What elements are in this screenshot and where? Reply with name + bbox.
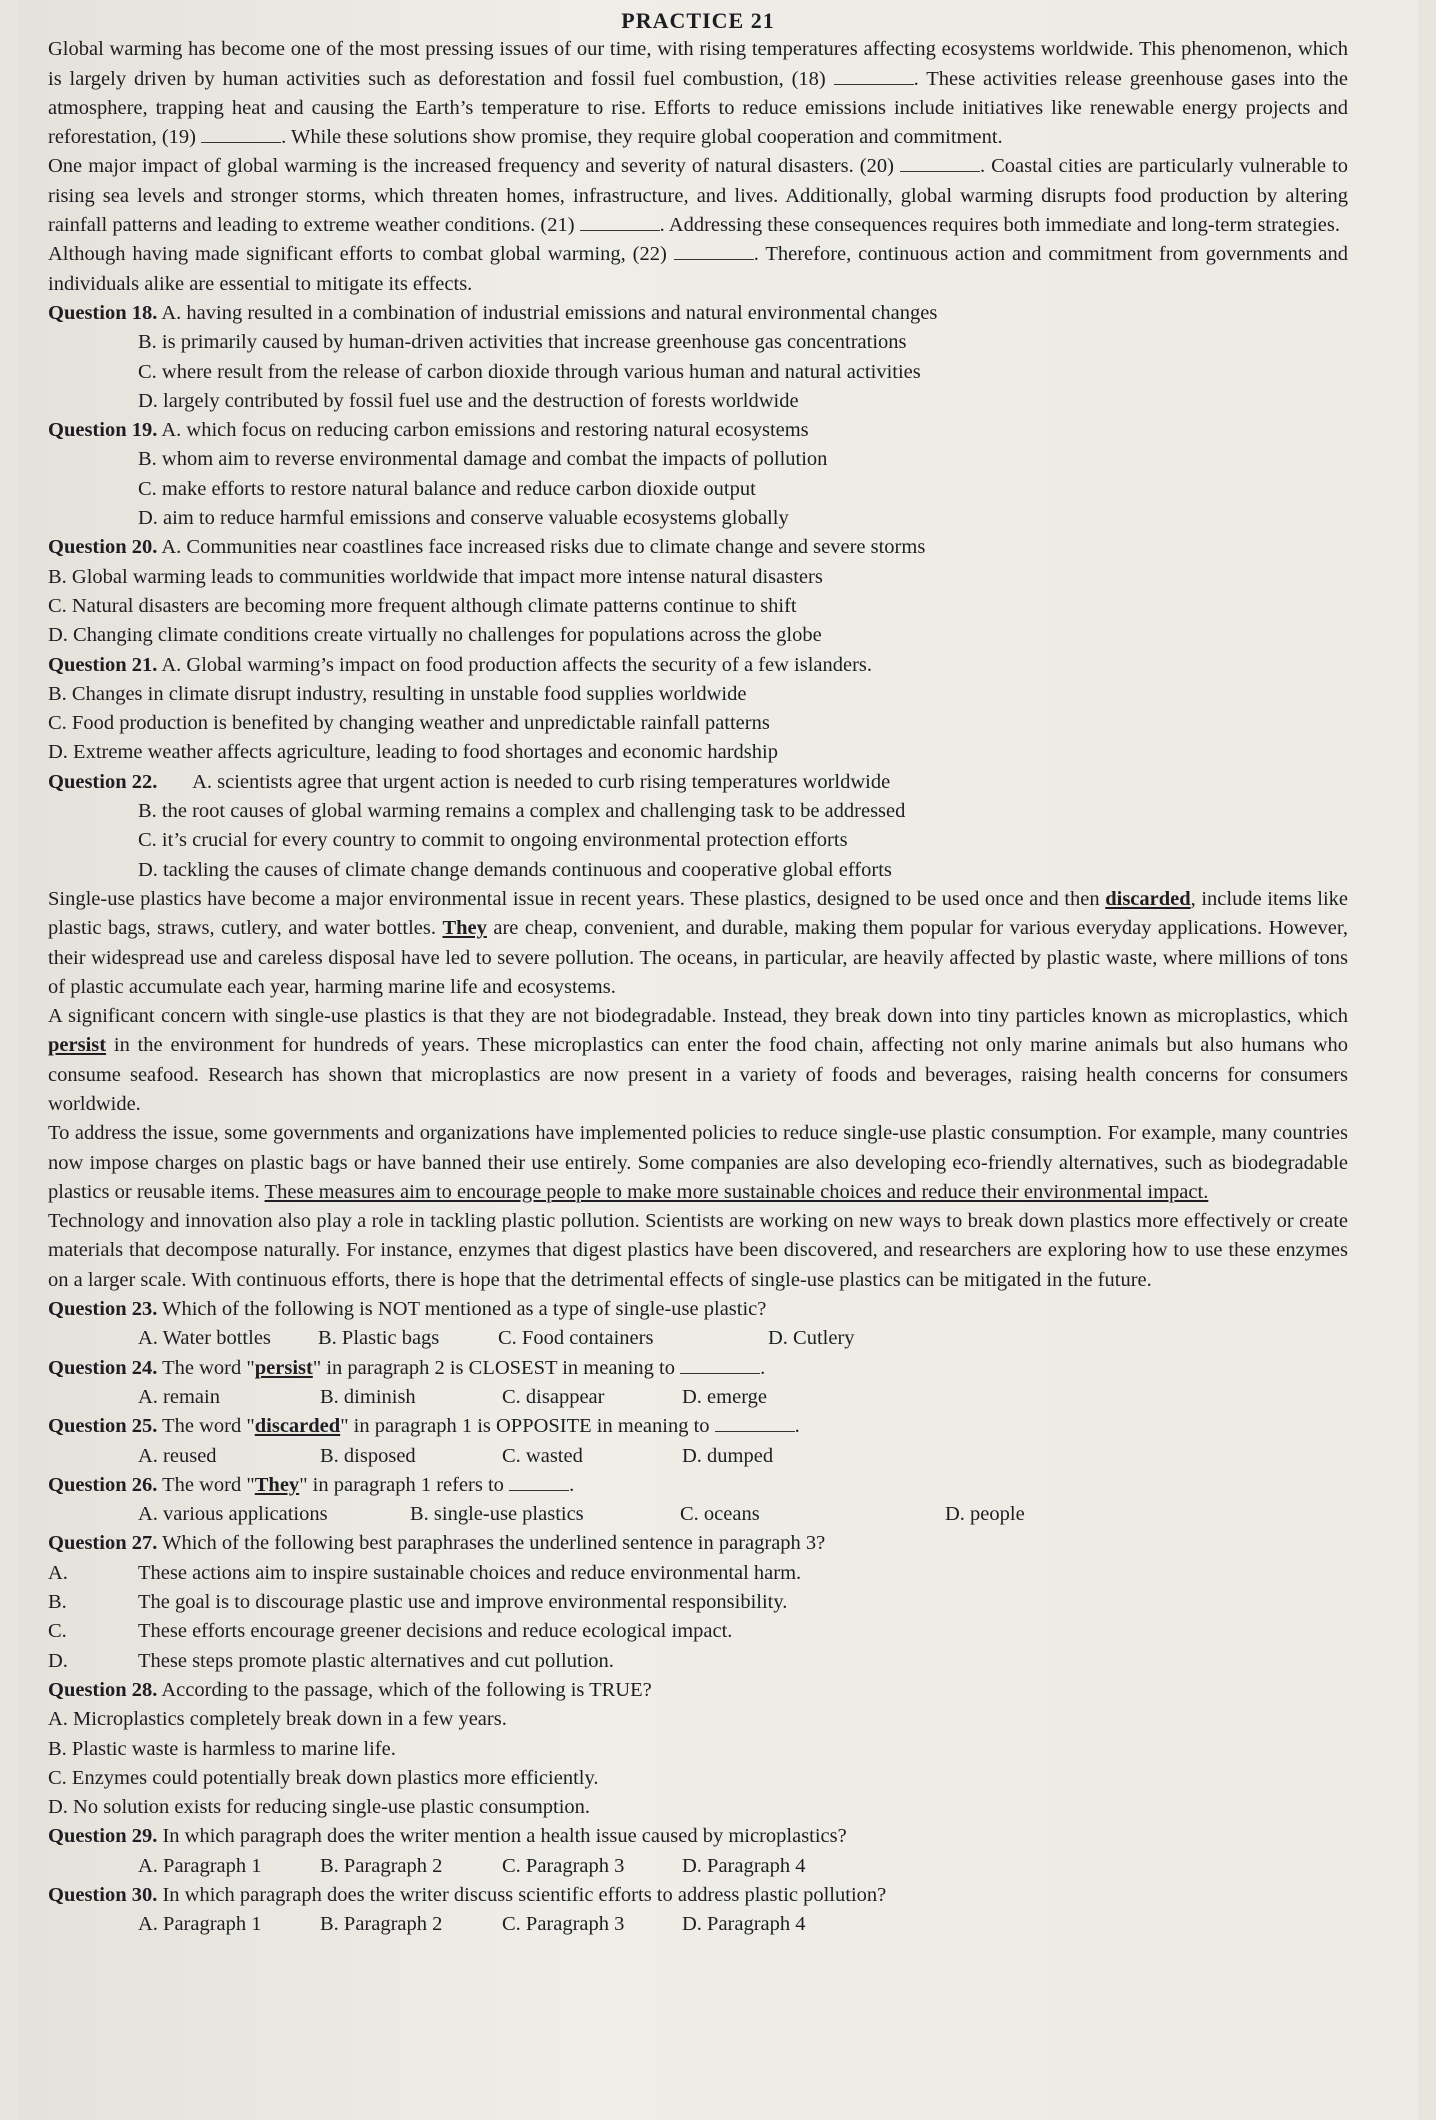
answer-option[interactable]: A. Global warming’s impact on food production affects the security of a few islanders. [161,653,873,676]
answer-option[interactable]: These actions aim to inspire sustainable choices and reduce environmental harm. [138,1561,802,1584]
question-label: Question 23. [48,1298,158,1321]
answer-option[interactable]: B. Global warming leads to communities worldwide that impact more intense natural disasters [48,565,823,588]
question-18 [48,299,1348,416]
answer-option[interactable]: These steps promote plastic alternatives and cut pollution. [138,1649,614,1672]
question-26: Question 26. The word "They" in paragraph 1 refers to . A. various applications B. single-use plastics C. oceans D. people [48,1471,1348,1530]
blank-18 [834,66,914,85]
question-30 [48,1881,1348,1940]
passage1-paragraph-3 [48,240,1348,299]
answer-option[interactable]: C. make efforts to restore natural balance and reduce carbon dioxide output [138,477,756,500]
question-stem: According to the passage, which of the following is TRUE? [161,1678,652,1701]
passage2-paragraph-4: Technology and innovation also play a role in tackling plastic pollution. Scientists are working on new ways to break down plastics more effectively or create materials that decompose naturally. For instance, enzymes that digest plastics have been discovered, and researchers are exploring how to use these enzymes on a larger scale. With continuous efforts, there is hope that the detrimental effects of single-use plastics can be mitigated in the future. [48,1210,1348,1291]
answer-option[interactable]: B. single-use plastics [410,1503,584,1526]
answer-option[interactable]: C. Enzymes could potentially break down plastics more efficiently. [48,1766,599,1789]
question-25: Question 25. The word "discarded" in paragraph 1 is OPPOSITE in meaning to . A. reused B. disposed C. wasted D. dumped [48,1412,1348,1471]
answer-option[interactable]: These efforts encourage greener decisions and reduce ecological impact. [138,1620,733,1643]
underlined-word-they: They [442,917,487,940]
answer-option[interactable]: B. Changes in climate disrupt industry, resulting in unstable food supplies worldwide [48,682,747,705]
answer-option[interactable]: C. Paragraph 3 [502,1913,625,1936]
passage2-text: , include items like plastic bags, straws, cutlery, and water bottles. [48,887,1348,940]
blank-19 [201,124,281,143]
question-20 [48,533,1348,650]
answer-option[interactable]: A. remain [138,1385,220,1408]
passage2-text: in the environment for hundreds of years. These microplastics can enter the food chain, affecting not only marine animals but also humans who consume seafood. Research has shown that microplastics are now present in a variety of foods and beverages, raising health concerns for consumers worldwide. [48,1034,1348,1115]
answer-option[interactable]: B. the root causes of global warming remains a complex and challenging task to be addressed [138,800,906,823]
answer-option[interactable]: D. Paragraph 4 [682,1913,806,1936]
answer-option[interactable]: B. is primarily caused by human-driven activities that increase greenhouse gas concentrations [138,331,907,354]
passage2-paragraph-2 [48,1002,1348,1119]
passage1-paragraph-1 [48,35,1348,152]
answer-option[interactable]: C. disappear [502,1385,605,1408]
passage2-text: are cheap, convenient, and durable, making them popular for various everyday applications. However, their widespread use and careless disposal have led to severe pollution. The oceans, in particular, are heavily affected by plastic waste, where millions of tons of plastic accumulate each year, harming marine life and ecosystems. [48,917,1349,998]
question-stem: In which paragraph does the writer discuss scientific efforts to address plastic pollution? [162,1884,887,1906]
answer-option[interactable]: C. Natural disasters are becoming more frequent although climate patterns continue to shift [48,594,797,617]
underlined-word: persist [254,1356,313,1379]
underlined-word-discarded: discarded [1105,887,1191,910]
passage2-paragraph-1 [48,885,1348,1002]
question-27 [48,1529,1348,1675]
question-stem: In which paragraph does the writer mention a health issue caused by microplastics? [162,1825,847,1848]
question-24: Question 24. The word "persist" in paragraph 2 is CLOSEST in meaning to . A. remain B. diminish C. disappear D. emerge [48,1354,1348,1413]
question-28 [48,1676,1348,1822]
passage1-text: One major impact of global warming is the increased frequency and severity of natural disasters. (20) [48,155,894,178]
passage1-text: . Addressing these consequences requires both immediate and long-term strategies. [659,214,1340,237]
passage1-text: . While these solutions show promise, they require global cooperation and commitment. [281,126,1003,149]
answer-option[interactable]: C. wasted [502,1444,583,1467]
worksheet-content [48,6,1348,1940]
question-label: Question 29. [48,1825,158,1848]
blank-21 [580,212,660,231]
option-letter: D. [48,1649,68,1672]
answer-blank [680,1355,760,1374]
answer-option[interactable]: D. largely contributed by fossil fuel use and the destruction of forests worldwide [138,389,799,412]
underlined-word: They [254,1473,300,1496]
question-stem: " in paragraph 1 is OPPOSITE in meaning to [340,1415,710,1438]
answer-option[interactable]: The goal is to discourage plastic use and improve environmental responsibility. [138,1591,788,1614]
option-letter: A. [48,1561,68,1584]
answer-option[interactable]: B. Plastic bags [318,1327,440,1350]
passage1-text: . Coastal cities are particularly vulnerable to rising sea levels and stronger storms, which threaten homes, infrastructure, and lives. Additionally, global warming disrupts food production by altering rainfall patterns and leading to extreme weather conditions. (21) [48,155,1349,237]
answer-option[interactable]: A. Communities near coastlines face increased risks due to climate change and severe storms [161,536,926,559]
question-stem: The word " [162,1415,255,1438]
answer-option[interactable]: B. Paragraph 2 [320,1854,443,1877]
answer-option[interactable]: C. where result from the release of carbon dioxide through various human and natural activities [138,360,921,383]
question-22 [48,768,1348,885]
answer-option[interactable]: C. it’s crucial for every country to commit to ongoing environmental protection efforts [138,829,848,852]
answer-option[interactable]: D. dumped [682,1444,774,1467]
passage1-text: . Therefore, continuous action and commitment from governments and individuals alike are essential to mitigate its effects. [48,243,1349,295]
question-23 [48,1295,1348,1354]
question-label: Question 26. [48,1473,158,1496]
answer-option[interactable]: A. having resulted in a combination of industrial emissions and natural environmental changes [161,301,938,324]
answer-option[interactable]: B. diminish [320,1385,416,1408]
question-label: Question 18. [48,301,158,324]
answer-option[interactable]: D. Extreme weather affects agriculture, leading to food shortages and economic hardship [48,741,778,764]
answer-option[interactable]: B. Plastic waste is harmless to marine life. [48,1737,396,1760]
answer-blank [509,1472,569,1491]
answer-option[interactable]: C. Food containers [498,1327,654,1350]
answer-option[interactable]: D. aim to reduce harmful emissions and conserve valuable ecosystems globally [138,507,789,530]
passage1-text: Although having made significant efforts to combat global warming, (22) [48,243,667,266]
question-stem: Which of the following best paraphrases the underlined sentence in paragraph 3? [162,1532,826,1555]
answer-option[interactable]: C. oceans [680,1503,760,1526]
question-label: Question 22. [48,770,158,793]
underlined-sentence: These measures aim to encourage people to make more sustainable choices and reduce their environmental impact. [264,1180,1209,1203]
passage2-text: A significant concern with single-use plastics is that they are not biodegradable. Instead, they break down into tiny particles known as microplastics, which [48,1005,1348,1028]
question-stem: The word " [162,1356,255,1379]
answer-option[interactable]: A. Microplastics completely break down in a few years. [48,1708,507,1731]
question-label: Question 20. [48,536,158,559]
answer-option[interactable]: D. tackling the causes of climate change demands continuous and cooperative global efforts [138,858,892,881]
passage1-paragraph-2 [48,152,1348,240]
answer-option[interactable]: D. No solution exists for reducing single-use plastic consumption. [48,1796,591,1819]
option-letter: B. [48,1591,67,1614]
question-label: Question 21. [48,653,158,676]
answer-option[interactable]: D. people [945,1503,1025,1526]
answer-option[interactable]: A. Water bottles [138,1327,271,1350]
answer-option[interactable]: A. which focus on reducing carbon emissions and restoring natural ecosystems [161,419,809,442]
question-label: Question 28. [48,1678,158,1701]
underlined-word: discarded [254,1415,341,1438]
question-label: Question 27. [48,1532,158,1555]
answer-option[interactable]: A. reused [138,1444,217,1467]
underlined-word-persist: persist [48,1034,107,1057]
answer-option[interactable]: A. scientists agree that urgent action is needed to curb rising temperatures worldwide [192,770,891,793]
option-letter: C. [48,1620,67,1643]
question-29 [48,1822,1348,1881]
answer-option[interactable]: A. Paragraph 1 [138,1913,262,1936]
question-stem: " in paragraph 2 is CLOSEST in meaning to [312,1356,675,1379]
question-stem: Which of the following is NOT mentioned as a type of single-use plastic? [162,1298,767,1321]
answer-option[interactable]: C. Food production is benefited by changing weather and unpredictable rainfall patterns [48,712,770,735]
answer-option[interactable]: C. Paragraph 3 [502,1854,625,1877]
passage2-text: Single-use plastics have become a major environmental issue in recent years. These plastics, designed to be used once and then [48,887,1100,910]
question-label: Question 30. [48,1884,158,1906]
answer-option[interactable]: B. whom aim to reverse environmental damage and combat the impacts of pollution [138,448,828,471]
question-label: Question 24. [48,1356,158,1379]
question-stem: " in paragraph 1 refers to [299,1473,504,1496]
question-21 [48,651,1348,768]
blank-20 [900,153,980,172]
answer-option[interactable]: D. Cutlery [768,1327,855,1350]
question-label: Question 19. [48,419,158,442]
answer-option[interactable]: B. disposed [320,1444,416,1467]
answer-option[interactable]: D. emerge [682,1385,768,1408]
passage2-paragraph-3 [48,1119,1348,1207]
blank-22 [674,241,754,260]
worksheet-page [18,0,1418,2120]
passage1-text: Global warming has become one of the most pressing issues of our time, with rising temperatures affecting ecosystems worldwide. This phenomenon, which is largely driven by human activities such as deforestation and fossil fuel combustion, (18) [48,38,1348,90]
answer-option[interactable]: B. Paragraph 2 [320,1913,443,1936]
answer-blank [715,1413,795,1432]
question-label: Question 25. [48,1415,158,1438]
question-19 [48,416,1348,533]
page-title: PRACTICE 21 [621,8,775,33]
answer-option[interactable]: A. various applications [138,1503,328,1526]
answer-option[interactable]: D. Changing climate conditions create virtually no challenges for populations across the globe [48,624,822,647]
answer-option[interactable]: D. Paragraph 4 [682,1854,806,1877]
passage2-text: To address the issue, some governments and organizations have implemented policies to reduce single-use plastic consumption. For example, many countries now impose charges on plastic bags or have banned their use entirely. Some companies are also developing eco-friendly alternatives, such as biodegradable plastics or reusable items. [48,1122,1348,1203]
question-stem: The word " [162,1473,255,1496]
answer-option[interactable]: A. Paragraph 1 [138,1854,262,1877]
passage1-text: . These activities release greenhouse gases into the atmosphere, trapping heat and causing the Earth’s temperature to rise. Efforts to reduce emissions include initiatives like renewable energy projects and reforestation, (19) [48,67,1349,149]
